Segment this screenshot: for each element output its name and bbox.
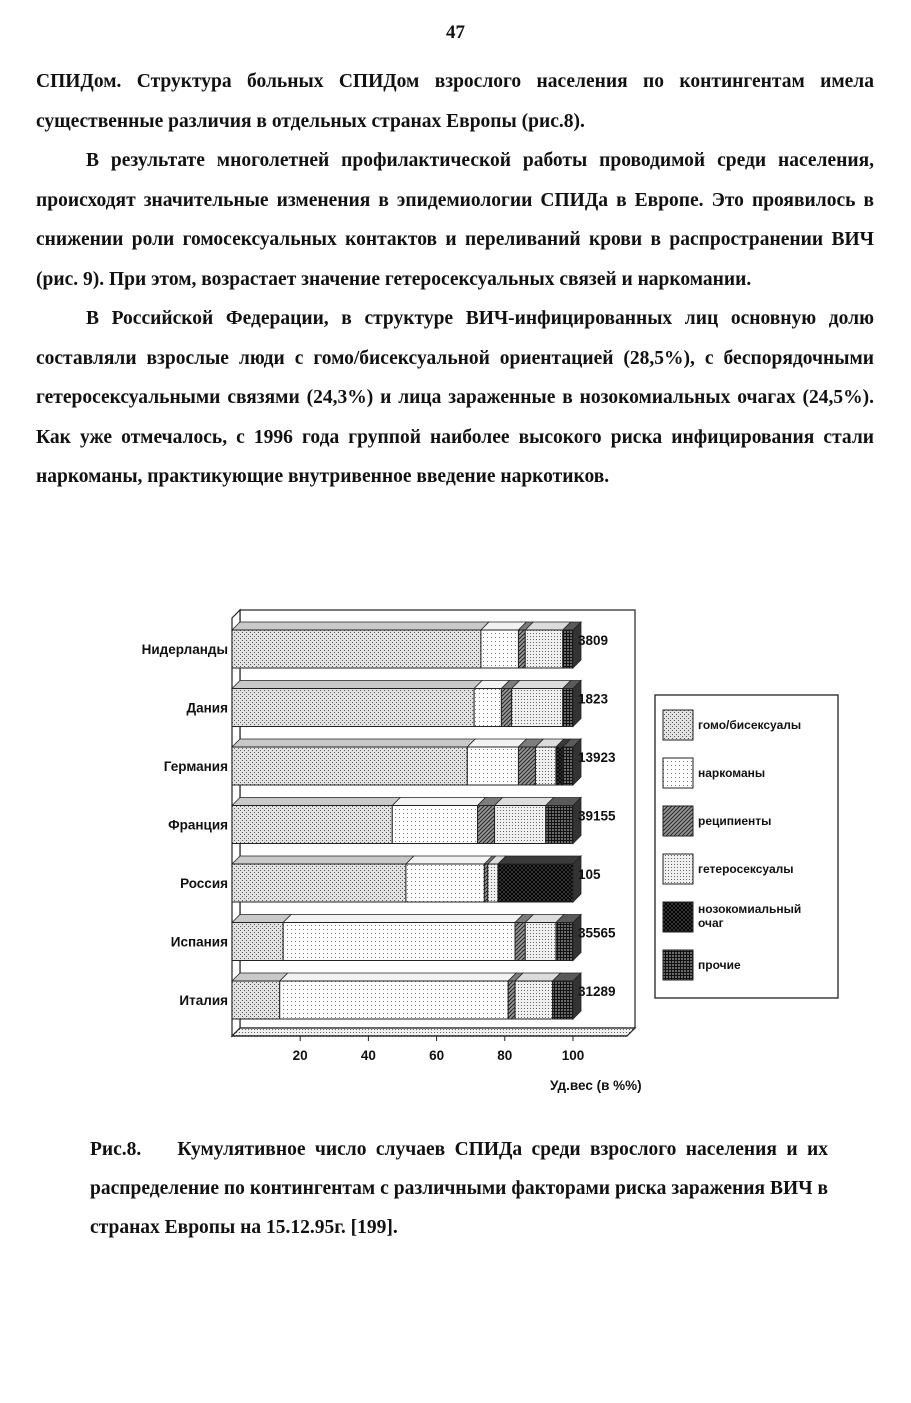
bar-segment	[515, 981, 553, 1019]
legend-swatch	[663, 854, 693, 884]
bar-segment	[518, 630, 525, 668]
bar-segment	[474, 689, 501, 727]
bar-top-face	[232, 973, 288, 981]
bar-segment	[525, 923, 556, 961]
legend-swatch	[663, 902, 693, 932]
bar-segment	[563, 689, 573, 727]
bar-top-face	[280, 973, 516, 981]
category-label: Испания	[170, 934, 228, 950]
bar-segment	[232, 864, 406, 902]
legend	[655, 695, 838, 998]
total-label: 35565	[578, 925, 616, 941]
bar-top-face	[232, 681, 482, 689]
bar-top-face	[232, 622, 489, 630]
total-label: 3809	[578, 633, 609, 648]
legend-label: прочие	[698, 958, 741, 972]
category-label: Россия	[180, 876, 228, 891]
bar-top-face	[232, 856, 414, 864]
legend-swatch	[663, 950, 693, 980]
paragraph-1: СПИДом. Структура больных СПИДом взрослого населения по контингентам имела существенные различия в отдельных странах Европы (рис.8).	[36, 71, 874, 132]
legend-label: гетеросексуалы	[698, 862, 794, 876]
total-label: 39155	[578, 808, 616, 824]
bar-segment	[495, 806, 546, 844]
bar-segment	[498, 864, 573, 902]
bar-segment	[556, 923, 573, 961]
figure-caption	[90, 1130, 828, 1247]
plot-floor	[232, 1028, 635, 1036]
bar-top-face	[512, 681, 571, 689]
bar-segment	[232, 923, 283, 961]
bar-segment	[508, 981, 515, 1019]
x-axis	[232, 1036, 642, 1093]
bar-segment	[232, 630, 481, 668]
total-label: 105	[578, 867, 601, 882]
stacked-bar-chart	[110, 600, 850, 1100]
bar-segment	[501, 689, 511, 727]
bar-segment	[467, 747, 518, 785]
bar-segment	[563, 747, 573, 785]
bar-top-face	[406, 856, 492, 864]
bar-segment	[556, 747, 563, 785]
bar-top-face	[232, 798, 400, 806]
bar-segment	[232, 747, 467, 785]
x-tick-label: 100	[561, 1048, 585, 1063]
bar-segment	[535, 747, 555, 785]
bar-segment	[232, 806, 392, 844]
category-label: Германия	[163, 759, 228, 774]
total-label: 13923	[578, 750, 616, 765]
bar-segment	[392, 806, 477, 844]
body-text	[36, 62, 874, 497]
x-tick-label: 80	[497, 1048, 513, 1063]
bar-segment	[232, 689, 474, 727]
x-axis-label: Уд.вес (в %%)	[550, 1078, 642, 1093]
bar-segment	[478, 806, 495, 844]
bar-top-face	[283, 915, 523, 923]
bar-segment	[283, 923, 515, 961]
bar-top-face	[232, 739, 475, 747]
category-label: Дания	[186, 700, 228, 716]
bar-segment	[232, 981, 280, 1019]
bar-segment	[280, 981, 508, 1019]
bar-segment	[553, 981, 573, 1019]
page-number: 47	[446, 22, 465, 43]
x-tick-label: 60	[429, 1048, 445, 1063]
category-label: Франция	[168, 817, 228, 833]
legend-swatch	[663, 806, 693, 836]
total-label: 1823	[578, 691, 609, 707]
bars-group	[142, 622, 616, 1019]
bar-top-face	[498, 856, 581, 864]
bar-segment	[406, 864, 484, 902]
legend-label: наркоманы	[698, 766, 766, 780]
legend-label: гомо/бисексуалы	[698, 718, 802, 732]
category-label: Италия	[179, 993, 228, 1008]
legend-label: нозокомиальный очаг	[698, 902, 802, 930]
bar-segment	[515, 923, 525, 961]
chart-svg	[110, 600, 850, 1100]
bar-segment	[518, 747, 535, 785]
bar-segment	[484, 864, 487, 902]
bar-top-face	[467, 739, 526, 747]
category-label: Нидерланды	[141, 642, 228, 657]
x-tick-label: 40	[360, 1048, 376, 1063]
figure-label: Рис.8.	[90, 1139, 142, 1160]
bar-segment	[563, 630, 573, 668]
caption-text: Кумулятивное число случаев СПИДа среди взрослого населения и их распределение по контингентам с различными факторами риска заражения ВИЧ в странах Европы на 15.12.95г. [199].	[90, 1139, 828, 1238]
bar-segment	[512, 689, 563, 727]
legend-label: реципиенты	[698, 814, 772, 828]
bar-segment	[525, 630, 563, 668]
bar-top-face	[232, 915, 291, 923]
bar-segment	[488, 864, 498, 902]
paragraph-2: В результате многолетней профилактической работы проводимой среди населения, происходят значительные изменения в эпидемиологии СПИДа в Европе. Это проявилось в снижении роли гомосексуальных контактов и переливаний крови в распространении ВИЧ (рис. 9). При этом, возрастает значение гетеросексуальных связей и наркомании.	[36, 150, 874, 290]
bar-top-face	[495, 798, 554, 806]
bar-segment	[481, 630, 519, 668]
bar-segment	[546, 806, 573, 844]
paragraph-3: В Российской Федерации, в структуре ВИЧ-инфицированных лиц основную долю составляли взрослые люди с гомо/бисексуальной ориентацией (28,5%), с беспорядочными гетеросексуальными связями (24,3%) и лица зараженные в нозокомиальных очагах (24,5%). Как уже отмечалось, с 1996 года группой наиболее высокого риска инфицирования стали наркоманы, практикующие внутривенное введение наркотиков.	[36, 308, 874, 487]
bar-top-face	[392, 798, 485, 806]
legend-swatch	[663, 758, 693, 788]
legend-swatch	[663, 710, 693, 740]
total-label: 31289	[578, 984, 616, 999]
x-tick-label: 20	[292, 1048, 308, 1063]
